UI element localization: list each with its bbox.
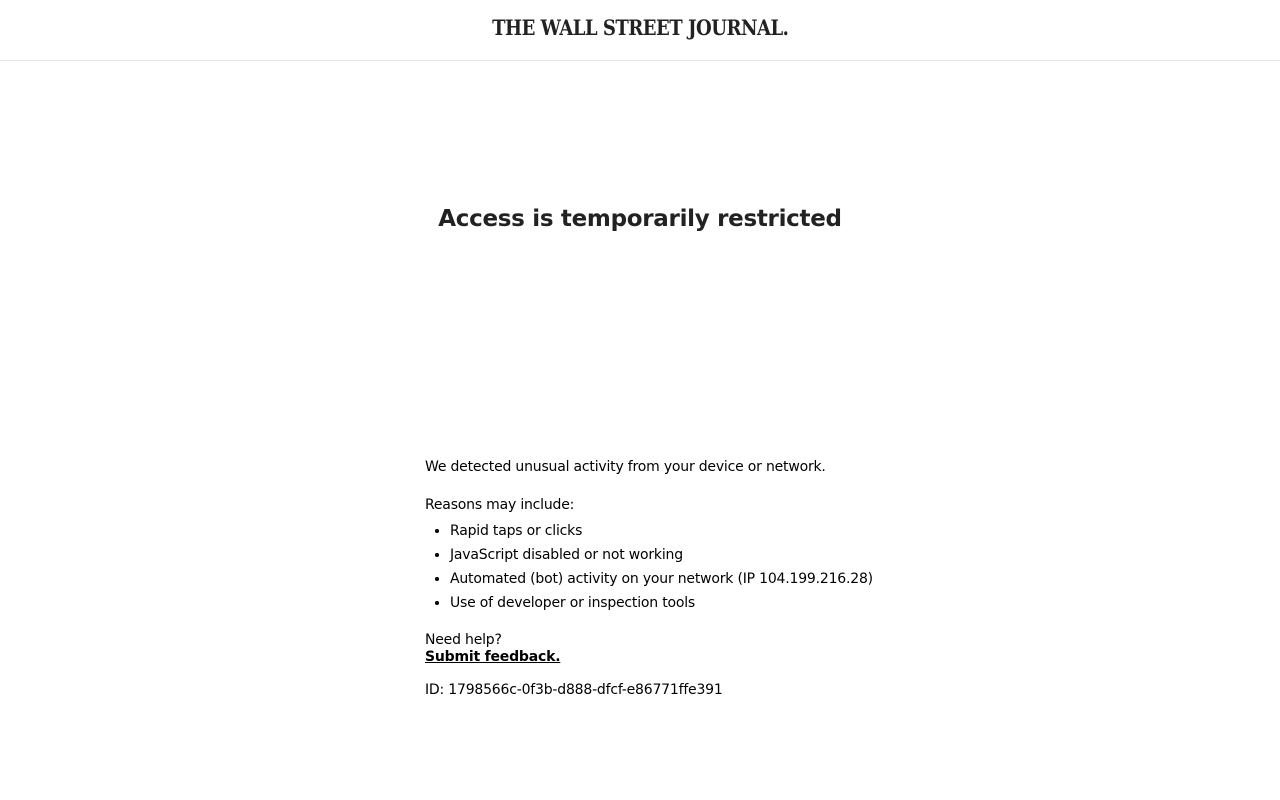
reason-item: • JavaScript disabled or not working — [450, 543, 885, 567]
submit-feedback-link[interactable]: Submit feedback. — [425, 649, 561, 665]
page-title: Access is temporarily restricted — [438, 206, 842, 232]
help-text: Need help? — [425, 632, 502, 648]
reason-item: • Automated (bot) activity on your network (IP 104.199.216.28) — [450, 567, 885, 591]
detected-text: We detected unusual activity from your device or network. — [425, 459, 826, 475]
restriction-message — [425, 457, 885, 700]
reason-item: • Rapid taps or clicks — [450, 519, 885, 543]
reason-item: • Use of developer or inspection tools — [450, 591, 885, 615]
reasons-intro: Reasons may include: — [425, 497, 575, 513]
help-block — [425, 632, 885, 666]
site-header — [0, 0, 1280, 61]
wsj-logo: THE WALL STREET JOURNAL. — [491, 14, 789, 40]
request-id: ID: 1798566c-0f3b-d888-dfcf-e86771ffe391 — [425, 682, 723, 698]
reasons-list — [425, 519, 885, 615]
